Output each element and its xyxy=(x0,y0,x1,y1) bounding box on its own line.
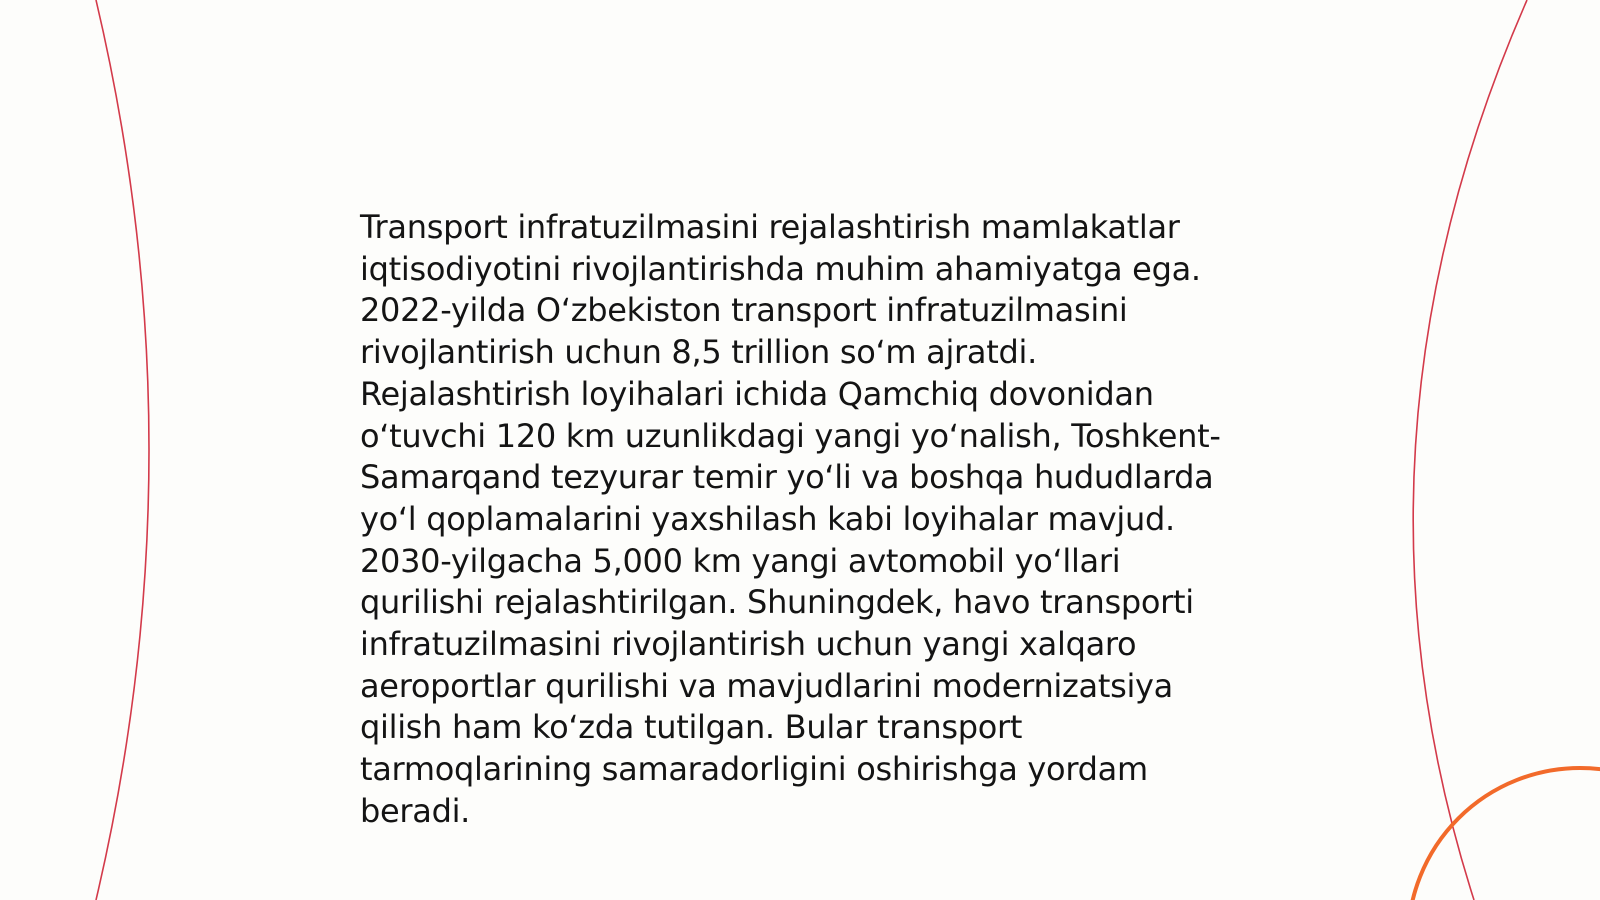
slide-body-text: Transport infratuzilmasini rejalashtirish mamlakatlar iqtisodiyotini rivojlantirishda muhim ahamiyatga ega. 2022-yilda O‘zbekiston transport infratuzilmasini rivojlantirish uchun 8,5 trillion so‘m ajratdi. Rejalashtirish loyihalari ichida Qamchiq dovonidan o‘tuvchi 120 km uzunlikdagi yangi yo‘nalish, Toshkent- Samarqand tezyurar temir yo‘li va boshqa hududlarda yo‘l qoplamalarini yaxshilash kabi loyihalar mavjud. 2030-yilgacha 5,000 km yangi avtomobil yo‘llari qurilishi rejalashtirilgan. Shuningdek, havo transporti infratuzilmasini rivojlantirish uchun yangi xalqaro aeroportlar qurilishi va mavjudlarini modernizatsiya qilish ham ko‘zda tutilgan. Bular transport tarmoqlarining samaradorligini oshirishga yordam beradi. xyxy=(360,208,1221,830)
left-curve-line xyxy=(96,0,149,900)
right-curve-line xyxy=(1413,0,1527,900)
corner-arc xyxy=(1408,768,1600,900)
